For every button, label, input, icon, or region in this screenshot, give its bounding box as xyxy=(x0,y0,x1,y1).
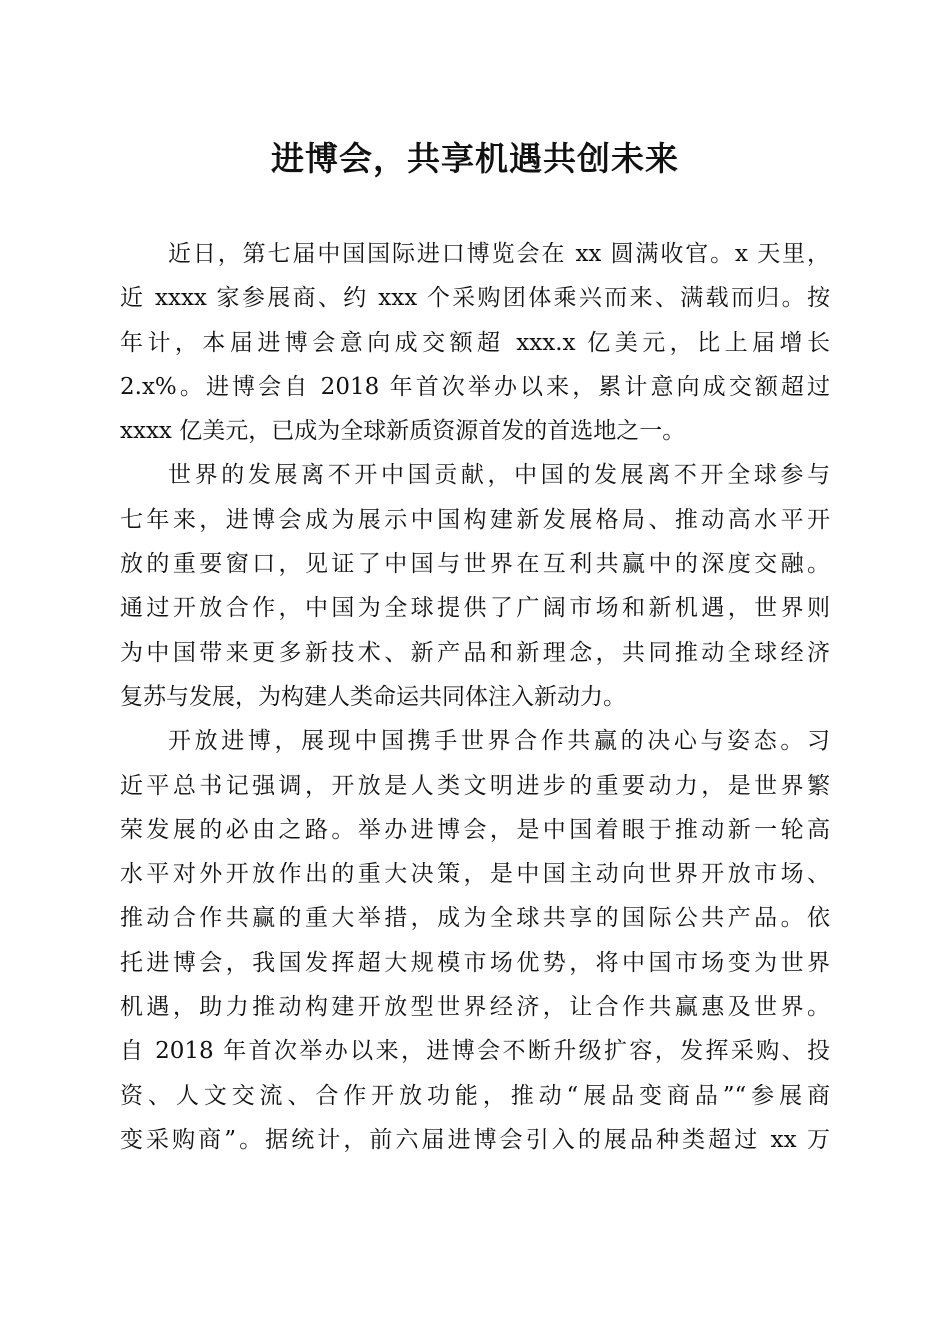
paragraph-line: 托进博会，我国发挥超大规模市场优势，将中国市场变为世界 xyxy=(120,949,830,976)
paragraph-line: 七年来，进博会成为展示中国构建新发展格局、推动高水平开 xyxy=(120,506,830,533)
paragraph-line: 近 xxxx 家参展商、约 xxx 个采购团体乘兴而来、满载而归。按 xyxy=(120,285,830,312)
paragraph-line: 世界的发展离不开中国贡献，中国的发展离不开全球参与 xyxy=(168,462,830,489)
paragraph-line: 放的重要窗口，见证了中国与世界在互利共赢中的深度交融。 xyxy=(120,551,830,578)
paragraph-line: 推动合作共赢的重大举措，成为全球共享的国际公共产品。依 xyxy=(120,905,830,932)
document-body xyxy=(120,232,830,1162)
paragraph-3 xyxy=(120,719,830,1162)
paragraph-1 xyxy=(120,232,830,453)
document-title: 进博会，共享机遇共创未来 xyxy=(271,139,679,178)
paragraph-line: xxxx 亿美元，已成为全球新质资源首发的首选地之一。 xyxy=(120,418,686,445)
paragraph-line: 机遇，助力推动构建开放型世界经济，让合作共赢惠及世界。 xyxy=(120,994,830,1021)
paragraph-line: 资、人文交流、合作开放功能，推动“展品变商品”“参展商 xyxy=(120,1082,830,1109)
paragraph-line: 2.x%。进博会自 2018 年首次举办以来，累计意向成交额超过 xyxy=(120,373,830,400)
paragraph-line: 近平总书记强调，开放是人类文明进步的重要动力，是世界繁 xyxy=(120,772,830,799)
paragraph-line: 近日，第七届中国国际进口博览会在 xx 圆满收官。x 天里， xyxy=(168,241,830,267)
paragraph-line: 荣发展的必由之路。举办进博会，是中国着眼于推动新一轮高 xyxy=(120,816,830,843)
paragraph-2 xyxy=(120,453,830,719)
paragraph-line: 年计，本届进博会意向成交额超 xxx.x 亿美元，比上届增长 xyxy=(120,329,830,356)
paragraph-line: 开放进博，展现中国携手世界合作共赢的决心与姿态。习 xyxy=(168,728,830,755)
paragraph-line: 复苏与发展，为构建人类命运共同体注入新动力。 xyxy=(120,683,626,710)
paragraph-line: 为中国带来更多新技术、新产品和新理念，共同推动全球经济 xyxy=(120,639,830,666)
paragraph-line: 水平对外开放作出的重大决策，是中国主动向世界开放市场、 xyxy=(120,861,830,888)
paragraph-line: 变采购商”。据统计，前六届进博会引入的展品种类超过 xx 万 xyxy=(120,1126,830,1153)
paragraph-line: 自 2018 年首次举办以来，进博会不断升级扩容，发挥采购、投 xyxy=(120,1038,830,1065)
paragraph-line: 通过开放合作，中国为全球提供了广阔市场和新机遇，世界则 xyxy=(120,595,830,622)
